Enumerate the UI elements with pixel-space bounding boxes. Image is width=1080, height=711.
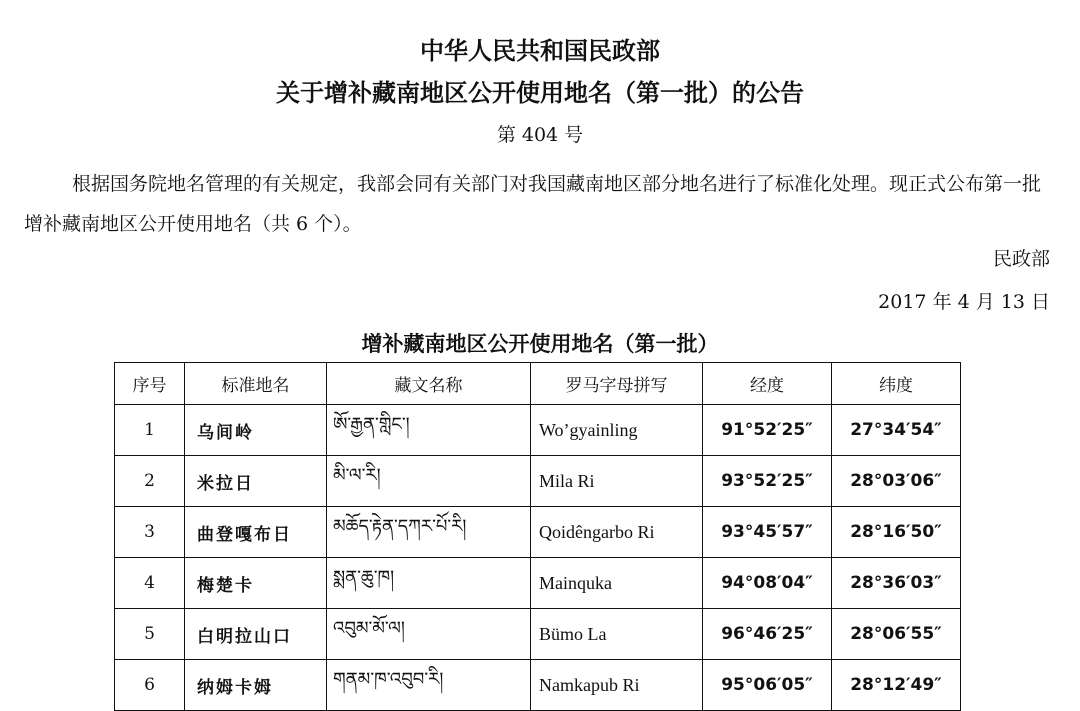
cell-longitude: 93°45′57″ (703, 507, 832, 558)
announcement-body-text: 根据国务院地名管理的有关规定，我部会同有关部门对我国藏南地区部分地名进行了标准化处理。现正式公布第一批增补藏南地区公开使用地名（共 6 个）。 (24, 173, 1042, 235)
cell-roman-spelling: Qoidêngarbo Ri (531, 507, 703, 558)
cell-serial-number: 5 (115, 609, 185, 660)
cell-longitude: 96°46′25″ (703, 609, 832, 660)
header-serial-number: 序号 (115, 363, 185, 405)
announcement-title: 关于增补藏南地区公开使用地名（第一批）的公告 (276, 79, 804, 107)
cell-latitude: 28°12′49″ (832, 660, 961, 711)
cell-longitude: 93°52′25″ (703, 456, 832, 507)
header-tibetan-name: 藏文名称 (327, 363, 531, 405)
table-header-row (115, 363, 961, 405)
cell-longitude: 91°52′25″ (703, 405, 832, 456)
place-names-table (114, 362, 961, 711)
signature-organization: 民政部 (992, 248, 1050, 270)
cell-serial-number: 3 (115, 507, 185, 558)
header-standard-name: 标准地名 (185, 363, 327, 405)
cell-serial-number: 4 (115, 558, 185, 609)
cell-roman-spelling: Mila Ri (531, 456, 703, 507)
table-row (115, 507, 961, 558)
cell-roman-spelling: Bümo La (531, 609, 703, 660)
announcement-issuer: 中华人民共和国民政部 (420, 37, 660, 65)
cell-longitude: 94°08′04″ (703, 558, 832, 609)
cell-standard-name: 乌间岭 (185, 405, 327, 456)
cell-latitude: 27°34′54″ (832, 405, 961, 456)
cell-tibetan-name: མི་ལ་རི། (327, 456, 531, 507)
cell-roman-spelling: Wo’gyainling (531, 405, 703, 456)
cell-roman-spelling: Mainquka (531, 558, 703, 609)
cell-latitude: 28°36′03″ (832, 558, 961, 609)
header-roman-spelling: 罗马字母拼写 (531, 363, 703, 405)
cell-serial-number: 6 (115, 660, 185, 711)
cell-longitude: 95°06′05″ (703, 660, 832, 711)
announcement-body (24, 164, 1052, 244)
table-row (115, 660, 961, 711)
header-longitude: 经度 (703, 363, 832, 405)
cell-tibetan-name: མཆོད་རྟེན་དཀར་པོ་རི། (327, 507, 531, 558)
cell-tibetan-name: གནམ་ཁ་འབུབ་རི། (327, 660, 531, 711)
signature-date: 2017 年 4 月 13 日 (878, 291, 1050, 313)
cell-tibetan-name: ཨོ་རྒྱན་གླིང་། (327, 405, 531, 456)
cell-standard-name: 梅楚卡 (185, 558, 327, 609)
table-row (115, 456, 961, 507)
cell-standard-name: 曲登嘎布日 (185, 507, 327, 558)
cell-serial-number: 2 (115, 456, 185, 507)
cell-latitude: 28°16′50″ (832, 507, 961, 558)
cell-standard-name: 纳姆卡姆 (185, 660, 327, 711)
cell-tibetan-name: སྨན་ཆུ་ཁ། (327, 558, 531, 609)
table-row (115, 558, 961, 609)
table-row (115, 405, 961, 456)
table-title: 增补藏南地区公开使用地名（第一批） (361, 332, 719, 356)
table-row (115, 609, 961, 660)
document-number: 第 404 号 (496, 124, 584, 146)
cell-roman-spelling: Namkapub Ri (531, 660, 703, 711)
cell-latitude: 28°06′55″ (832, 609, 961, 660)
cell-standard-name: 米拉日 (185, 456, 327, 507)
cell-standard-name: 白明拉山口 (185, 609, 327, 660)
header-latitude: 纬度 (832, 363, 961, 405)
cell-tibetan-name: འབུམ་མོ་ལ། (327, 609, 531, 660)
cell-serial-number: 1 (115, 405, 185, 456)
cell-latitude: 28°03′06″ (832, 456, 961, 507)
